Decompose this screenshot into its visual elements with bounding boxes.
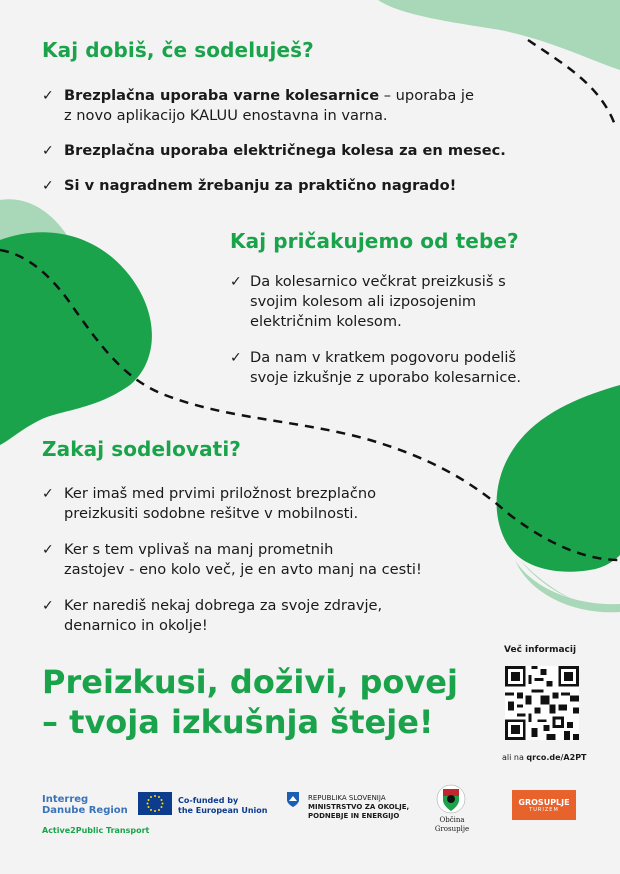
- ministry-line1: REPUBLIKA SLOVENIJA: [308, 794, 386, 802]
- obcina-grosuplje-text: [428, 816, 476, 834]
- footer-logos: [0, 784, 620, 854]
- list-item: [230, 272, 600, 332]
- list-item: [42, 540, 512, 580]
- item-text-line2: svojim kolesom ali izposojenim: [250, 293, 477, 310]
- section3-list: [42, 484, 512, 636]
- qr-title: Več informacij: [504, 645, 577, 655]
- ministry-text: [308, 794, 409, 821]
- slogan: [42, 662, 458, 742]
- item-text-line1: Da kolesarnico večkrat preizkusiš s: [250, 273, 506, 290]
- item-text-line2: z novo aplikacijo KALUU enostavna in varna.: [64, 107, 388, 124]
- check-icon: ✓: [42, 486, 54, 502]
- qr-code-icon[interactable]: [505, 666, 579, 740]
- item-text-line1: Ker imaš med prvimi priložnost brezplačno: [64, 485, 377, 502]
- list-item: [42, 176, 582, 196]
- obcina-line2: Grosuplje: [434, 825, 470, 833]
- ministry-line2: MINISTRSTVO ZA OKOLJE,: [308, 803, 410, 811]
- tourism-line1: GROSUPLJE: [518, 798, 570, 807]
- list-item: [42, 596, 512, 636]
- item-bold-text: Brezplačna uporaba varne kolesarnice: [64, 87, 380, 104]
- item-text-line1: Ker s tem vplivaš na manj prometnih: [64, 541, 334, 558]
- eu-flag-icon: [138, 792, 172, 815]
- eu-cofunded-text: [178, 796, 268, 816]
- section1-list: [42, 86, 582, 196]
- item-text: – uporaba je: [379, 87, 474, 104]
- interreg-logo: [42, 794, 128, 816]
- check-icon: ✓: [42, 88, 54, 104]
- list-item: [42, 141, 582, 161]
- slovenia-coat-of-arms-icon: [287, 792, 299, 807]
- qr-url-prefix: ali na: [502, 753, 527, 762]
- list-item: [42, 484, 512, 524]
- grosuplje-tourism-logo: [512, 790, 576, 820]
- ministry-line3: PODNEBJE IN ENERGIJO: [308, 812, 400, 820]
- obcina-line1: Občina: [439, 816, 465, 824]
- tourism-line2: TURIZEM: [529, 807, 559, 813]
- item-bold-text: Brezplačna uporaba električnega kolesa za en mesec.: [64, 142, 506, 159]
- check-icon: ✓: [230, 274, 242, 290]
- eu-line1: Co-funded by: [178, 796, 239, 805]
- eu-line2: the European Union: [178, 806, 268, 815]
- item-text-line2: zastojev - eno kolo več, je en avto manj na cesti!: [64, 561, 422, 578]
- item-text-line2: denarnico in okolje!: [64, 617, 208, 634]
- project-name: Active2Public Transport: [42, 826, 150, 835]
- section1-title: Kaj dobiš, če sodeluješ?: [42, 38, 314, 62]
- qr-url-text: [502, 753, 587, 762]
- grosuplje-coat-of-arms-icon: [436, 784, 466, 814]
- check-icon: ✓: [42, 542, 54, 558]
- check-icon: ✓: [230, 350, 242, 366]
- item-bold-text: Si v nagradnem žrebanju za praktično nagrado!: [64, 177, 457, 194]
- list-item: [230, 348, 600, 388]
- interreg-line1: Interreg: [42, 794, 89, 805]
- slogan-line1: Preizkusi, doživi, povej: [42, 663, 458, 701]
- item-text-line1: Da nam v kratkem pogovoru podeliš: [250, 349, 517, 366]
- item-text-line1: Ker narediš nekaj dobrega za svoje zdravje,: [64, 597, 383, 614]
- item-text-line2: svoje izkušnje z uporabo kolesarnice.: [250, 369, 521, 386]
- list-item: [42, 86, 582, 126]
- check-icon: ✓: [42, 598, 54, 614]
- section2-list: [230, 272, 600, 388]
- section3-title: Zakaj sodelovati?: [42, 437, 241, 461]
- check-icon: ✓: [42, 143, 54, 159]
- section2-title: Kaj pričakujemo od tebe?: [230, 229, 519, 253]
- slogan-line2: – tvoja izkušnja šteje!: [42, 703, 434, 741]
- item-text-line2: preizkusiti sodobne rešitve v mobilnosti.: [64, 505, 359, 522]
- check-icon: ✓: [42, 178, 54, 194]
- interreg-line2: Danube Region: [42, 805, 128, 816]
- item-text-line3: električnim kolesom.: [250, 313, 402, 330]
- qr-url-link[interactable]: qrco.de/A2PT: [526, 753, 587, 762]
